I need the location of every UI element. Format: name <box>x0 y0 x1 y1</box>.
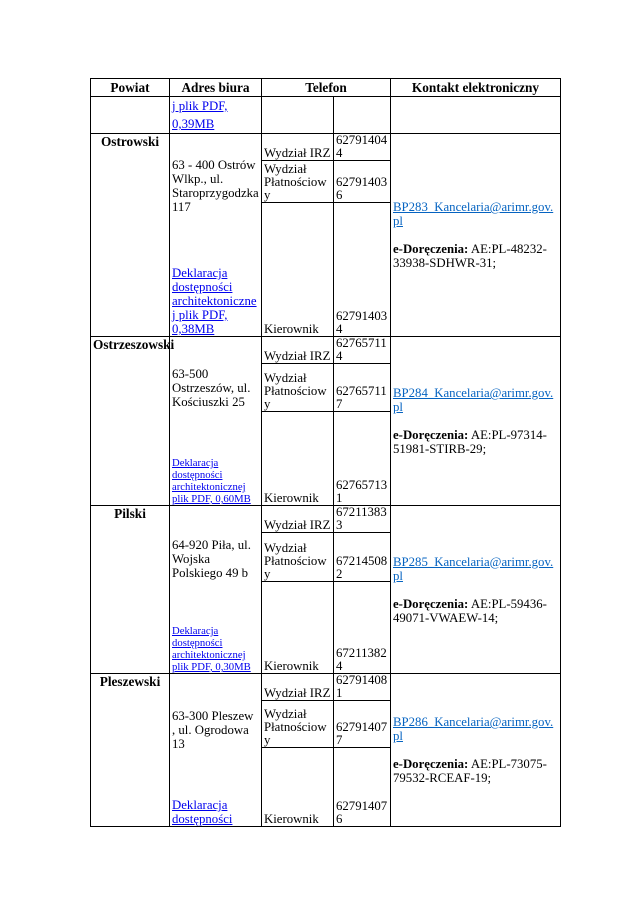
accessibility-declaration-link[interactable]: Deklaracja dostępności architektonicznej plik PDF, 0,30MB <box>172 625 251 673</box>
phone-number: 627914077 <box>334 701 391 748</box>
phone-department-label: Wydział Płatnościowy <box>262 161 334 203</box>
office-address-cell <box>170 674 262 827</box>
email-link[interactable]: BP283_Kancelaria@arimr.gov.pl <box>393 200 554 228</box>
phone-department-label: Kierownik <box>262 748 334 827</box>
electronic-contact-cell <box>391 674 561 827</box>
carryover-row <box>91 97 561 134</box>
phone-department-label: Wydział Płatnościowy <box>262 701 334 748</box>
empty-cell <box>91 97 170 134</box>
phone-department-label: Kierownik <box>262 582 334 674</box>
powiat-name: Pleszewski <box>91 674 170 827</box>
phone-number: 627657114 <box>334 337 391 364</box>
branch-offices-table <box>90 78 561 827</box>
phone-department-label: Wydział IRZ <box>262 674 334 701</box>
column-header-telefon: Telefon <box>262 79 391 97</box>
table-row <box>91 674 561 701</box>
email-link[interactable]: BP284_Kancelaria@arimr.gov.pl <box>393 386 554 414</box>
edoreczenia-line <box>393 757 558 785</box>
phone-department-label: Wydział IRZ <box>262 337 334 364</box>
table-header-row <box>91 79 561 97</box>
accessibility-declaration-link[interactable]: Deklaracja dostępności architektonicznej plik PDF, 0,38MB <box>172 266 257 336</box>
empty-cell <box>262 97 334 134</box>
column-header-powiat: Powiat <box>91 79 170 97</box>
office-address: 63-300 Pleszew , ul. Ogrodowa 13 <box>172 709 254 751</box>
carryover-address-cell <box>170 97 262 134</box>
column-header-adres: Adres biura <box>170 79 262 97</box>
table-row <box>91 134 561 161</box>
office-address: 63 - 400 Ostrów Wlkp., ul. Staroprzygodzka 117 <box>172 158 259 214</box>
spacer <box>393 414 558 428</box>
email-link[interactable]: BP286_Kancelaria@arimr.gov.pl <box>393 715 554 743</box>
edoreczenia-label: e-Doręczenia: <box>393 757 469 771</box>
column-header-kontakt: Kontakt elektroniczny <box>391 79 561 97</box>
edoreczenia-line <box>393 242 558 270</box>
edoreczenia-address: AE:PL-48232-33938-SDHWR-31; <box>393 242 547 270</box>
phone-number: 627914044 <box>334 134 391 161</box>
phone-department-label: Kierownik <box>262 412 334 506</box>
phone-department-label: Wydział Płatnościowy <box>262 533 334 582</box>
phone-number: 627914081 <box>334 674 391 701</box>
phone-number: 672145082 <box>334 533 391 582</box>
phone-number: 627914076 <box>334 748 391 827</box>
email-link[interactable]: BP285_Kancelaria@arimr.gov.pl <box>393 554 554 583</box>
phone-number: 627657117 <box>334 364 391 412</box>
accessibility-declaration-link[interactable]: Deklaracja dostępności architektonicznej plik PDF, 0,60MB <box>172 457 251 505</box>
edoreczenia-label: e-Doręczenia: <box>393 428 469 442</box>
office-address-cell <box>170 506 262 674</box>
electronic-contact-cell <box>391 337 561 506</box>
pdf-file-link-continued[interactable]: j plik PDF, 0,39MB <box>172 99 228 131</box>
electronic-contact-cell <box>391 134 561 337</box>
edoreczenia-label: e-Doręczenia: <box>393 596 469 611</box>
phone-number: 672113833 <box>334 506 391 533</box>
phone-number: 627914036 <box>334 161 391 203</box>
spacer <box>393 743 558 757</box>
table-row <box>91 337 561 364</box>
phone-number: 672113824 <box>334 582 391 674</box>
office-address: 64-920 Piła, ul. Wojska Polskiego 49 b <box>172 538 251 580</box>
empty-cell <box>334 97 391 134</box>
edoreczenia-line <box>393 428 558 456</box>
phone-department-label: Wydział IRZ <box>262 134 334 161</box>
accessibility-declaration-link[interactable]: Deklaracja dostępności <box>172 798 233 826</box>
phone-number: 627657131 <box>334 412 391 506</box>
empty-cell <box>391 97 561 134</box>
phone-department-label: Kierownik <box>262 203 334 337</box>
electronic-contact-cell <box>391 506 561 674</box>
spacer <box>393 228 558 242</box>
phone-department-label: Wydział IRZ <box>262 506 334 533</box>
edoreczenia-address: AE:PL-59436-49071-VWAEW-14; <box>393 596 547 625</box>
phone-number: 627914034 <box>334 203 391 337</box>
office-address: 63-500 Ostrzeszów, ul. Kościuszki 25 <box>172 367 251 409</box>
powiat-name: Pilski <box>91 506 170 674</box>
table-row <box>91 506 561 533</box>
edoreczenia-label: e-Doręczenia: <box>393 242 469 256</box>
spacer <box>393 583 558 597</box>
office-address-cell <box>170 134 262 337</box>
powiat-name: Ostrowski <box>91 134 170 337</box>
phone-department-label: Wydział Płatnościowy <box>262 364 334 412</box>
edoreczenia-line <box>393 597 558 625</box>
edoreczenia-address: AE:PL-73075-79532-RCEAF-19; <box>393 757 547 785</box>
edoreczenia-address: AE:PL-97314-51981-STIRB-29; <box>393 428 547 456</box>
powiat-name: Ostrzeszowski <box>91 337 170 506</box>
office-address-cell <box>170 337 262 506</box>
